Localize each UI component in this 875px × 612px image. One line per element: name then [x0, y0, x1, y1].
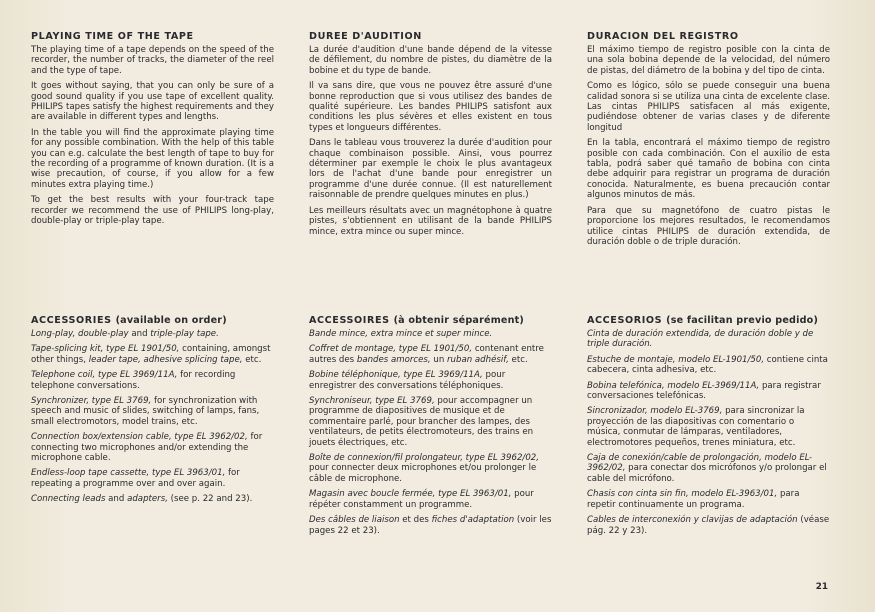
accessory-item: Tape-splicing kit, type EL 1901/50, containing, amongst other things, leader tape, adhesive splicing tape, etc. [31, 344, 271, 365]
paragraph: En la tabla, encontrará el máximo tiempo de registro posible con cada combinación. Con el auxilio de esta tabla, podrá saber qué tamaño de bobina con cinta debe adquirir para registrar un programa de duración conocida. Naturalmente, es buena precaución contar algunos minutos de más. [587, 138, 830, 201]
en-accessories-section [31, 315, 274, 510]
accessory-item: Chasis con cinta sin fin, modelo EL-3963/01, para repetir continuamente un programa. [587, 489, 800, 510]
paragraph: The playing time of a tape depends on the speed of the recorder, the number of tracks, the diameter of the reel and the type of tape. [31, 45, 274, 76]
paragraph: El máximo tiempo de registro posible con la cinta de una sola bobina depende de la velocidad, del número de pistas, del diámetro de la bobina y del tipo de cinta. [587, 45, 830, 76]
paragraph: Dans le tableau vous trouverez la durée d'audition pour chaque combinaison possible. Ainsi, vous pourrez déterminer par exemple le choix le plus avantageux lors de l'achat d'une bande pour enregistrer un programme d'une durée connue. (Il est naturellement raisonnable de prendre quelques minutes en plus.) [309, 138, 552, 201]
section-title: DURACION DEL REGISTRO [587, 31, 739, 42]
accessory-item: Des câbles de liaison et des fiches d'adaptation (voir les pages 22 et 23). [309, 515, 552, 536]
section-title: DUREE D'AUDITION [309, 31, 422, 42]
accessory-item: Bande mince, extra mince et super mince. [309, 329, 493, 339]
accessory-item: Connection box/extension cable, type EL 3962/02, for connecting two microphones and/or extending the microphone cable. [31, 432, 263, 464]
en-playing-time-section [31, 31, 274, 232]
accessory-item: Magasin avec boucle fermée, type EL 3963/01, pour répéter constamment un programme. [309, 489, 534, 510]
accessory-item: Synchronizer, type EL 3769, for synchronization with speech and music of slides, switching of lamps, fans, small electromotors, model trains, etc. [31, 396, 260, 427]
accessory-item: Coffret de montage, type EL 1901/50, contenant entre autres des bandes amorces, un ruban adhésif, etc. [309, 344, 544, 365]
section-title: ACCESORIOS (se facilitan previo pedido) [587, 315, 819, 326]
accessory-item: Boîte de connexion/fil prolongateur, type EL 3962/02, pour connecter deux microphones et/ou prolonger le câble de microphone. [309, 453, 539, 484]
fr-accessories-section [309, 315, 552, 541]
accessory-item: Caja de conexión/cable de prolongación, modelo EL-3962/02, para conectar dos micrófonos y/o prolongar el cable del micrófono. [587, 453, 827, 484]
paragraph: Como es lógico, sólo se puede conseguir una buena calidad sonora si se utiliza una cinta de excelente clase. Las cintas PHILIPS satisfacen al más exigente, pudiéndose obtener de varias clases y de diferente longitud [587, 81, 830, 133]
section-title: ACCESSORIES (available on order) [31, 315, 227, 326]
es-accessories-section [587, 315, 830, 541]
accessory-item: Cables de interconexión y clavijas de adaptación (véase pág. 22 y 23). [587, 515, 830, 536]
section-title: ACCESSOIRES (à obtenir séparément) [309, 315, 525, 326]
paragraph: Il va sans dire, que vous ne pouvez être assuré d'une bonne reproduction que si vous utilisez des bandes de qualité supérieure. Les bandes PHILIPS satisfont aux conditions les plus sévères et elles existent en tous types et longueurs différentes. [309, 81, 552, 133]
accessory-item: Long-play, double-play and triple-play tape. [31, 329, 219, 339]
paragraph: In the table you will find the approximate playing time for any possible combination. With the help of this table you can e.g. calculate the best length of tape to buy for the recording of a programme of known duration. (It is a wise precaution, of course, if you allow for a few minutes extra playing time.) [31, 127, 274, 190]
accessory-item: Telephone coil, type EL 3969/11A, for recording telephone conversations. [31, 370, 236, 391]
section-title: PLAYING TIME OF THE TAPE [31, 31, 194, 42]
page-number: 21 [815, 582, 828, 592]
paragraph: To get the best results with your four-track tape recorder we recommend the use of PHILIPS long-play, double-play or triple-play tape. [31, 195, 274, 227]
es-playing-time-section [587, 31, 830, 252]
paragraph: Les meilleurs résultats avec un magnétophone à quatre pistes, s'obtiennent en utilisant de la bande PHILIPS mince, extra mince ou super mince. [309, 205, 552, 237]
accessory-item: Cinta de duración extendida, de duración doble y de triple duración. [587, 329, 814, 350]
accessory-item: Bobine téléphonique, type EL 3969/11A, pour enregistrer des conversations téléphoniques. [309, 370, 506, 391]
paragraph: It goes without saying, that you can only be sure of a good sound quality if you use tape of excellent quality. PHILIPS tapes satisfy the highest requirements and they are available in different types and lengths. [31, 81, 274, 123]
accessory-item: Bobina telefónica, modelo EL-3969/11A, para registrar conversaciones telefónicas. [587, 380, 821, 402]
accessory-item: Sincronizador, modelo EL-3769, para sincronizar la proyección de las diapositivas con comentario o música, conmutar de lámparas, ventiladores, electromotores pequeños, trenes miniatura, etc. [587, 406, 805, 448]
accessory-item: Endless-loop tape cassette, type EL 3963/01, for repeating a programme over and over again. [31, 468, 240, 489]
accessory-item: Estuche de montaje, modelo EL-1901/50, contiene cinta cabecera, cinta adhesiva, etc. [587, 354, 828, 376]
accessory-item: Synchroniseur, type EL 3769, pour accompagner un programme de diapositives de musique et de commentaire parlé, pour brancher des lampes, des ventilateurs, de petits électromoteurs, des trains en jouets électriques, etc. [309, 396, 534, 448]
paragraph: Para que su magnetófono de cuatro pistas le proporcione los mejores resultados, le recomendamos utilice cintas PHILIPS de duración extendida, de duración doble o de triple duración. [587, 205, 830, 247]
fr-playing-time-section [309, 31, 552, 242]
paragraph: La durée d'audition d'une bande dépend de la vitesse de défilement, du nombre de pistes, du diamètre de la bobine et du type de bande. [309, 45, 552, 76]
accessory-item: Connecting leads and adapters, (see p. 22 and 23). [31, 494, 253, 505]
